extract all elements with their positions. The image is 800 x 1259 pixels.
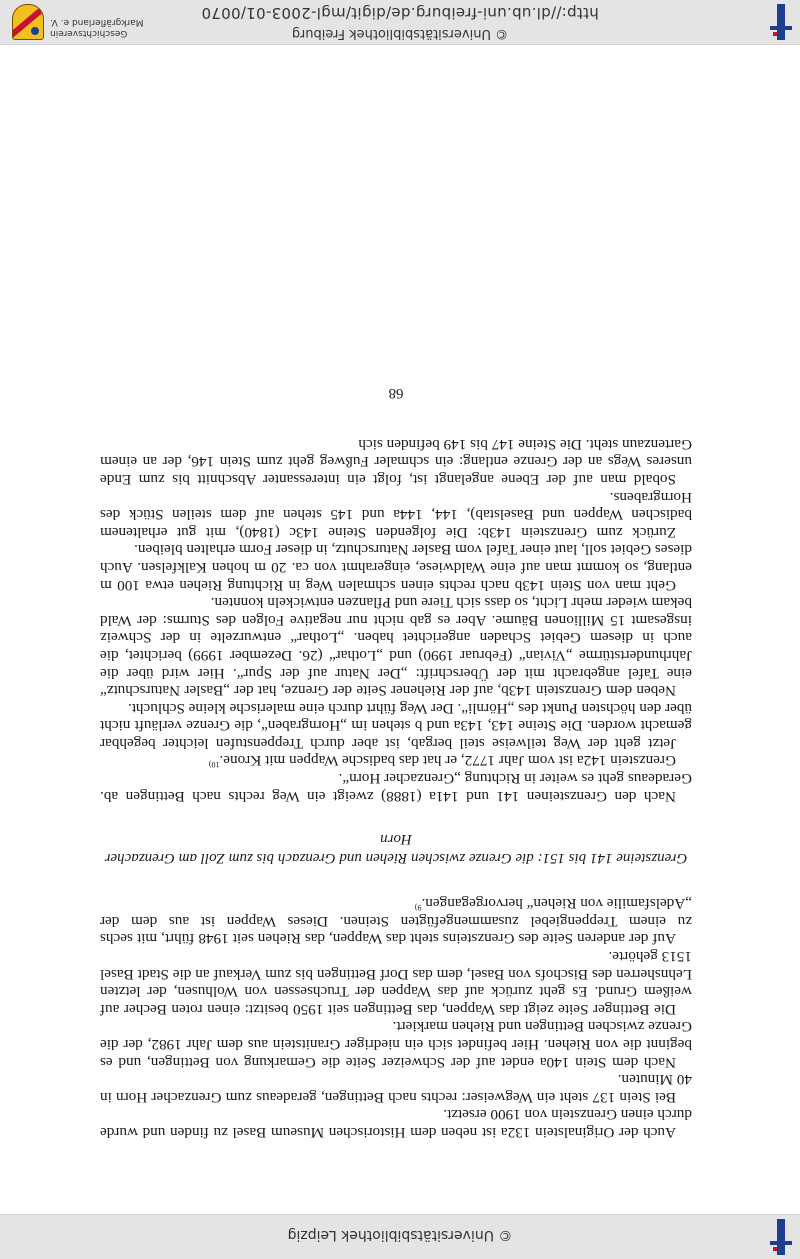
viewer-bottom-bar (0, 0, 800, 45)
paragraph-5 (100, 895, 692, 948)
permalink-url[interactable]: http://dl.ub.uni-freiburg.de/digit/mgl-2003-01/0070 (201, 4, 599, 22)
paragraph-8: Jetzt geht der Weg teilweise steil bergab, ist aber durch Treppenstufen leichter begehbar gemacht worden. Die Steine 143, 143a und b stehen im „Horngraben“, die Grenze verläuft nicht über den höchsten Punkt des „Hörnli“. Der Weg führt durch eine malerische kleine Schlucht. (100, 699, 692, 752)
copyright-text: © Universitätsbibliothek Freiburg (291, 26, 509, 41)
society-name (50, 16, 143, 38)
viewer-top-bar (0, 1214, 800, 1259)
document-body (100, 384, 692, 1141)
society-line-2: Markgräflerland e. V. (50, 17, 144, 27)
paragraph-1: Auch der Originalstein 132a ist neben dem Historischen Museum Basel zu finden und wurde durch einen Grenzstein von 1900 ersetzt. (100, 1106, 692, 1141)
paragraph-6: Nach den Grenzsteinen 141 und 141a (1888) zweigt ein Weg rechts nach Bettingen ab. Geradeaus geht es weiter in Richtung „Grenzacher Horn“. (100, 770, 692, 805)
section-heading: Grenzsteine 141 bis 151: die Grenze zwischen Riehen und Grenzach bis zum Zoll am Grenzacher Horn (104, 830, 688, 866)
paragraph-7 (100, 752, 692, 770)
paragraph-12: Sobald man auf der Ebene angelangt ist, folgt ein interessanter Abschnitt bis zum Ende unseres Wegs an der Grenze entlang: ein schmaler Fußweg geht zum Stein 146, der an einem Gartenzaun steht. Die Steine 147 bis 149 befinden sich (100, 435, 692, 488)
society-line-1: Geschichtsverein (50, 28, 128, 38)
footnote-marker-9: 9) (414, 903, 422, 913)
paragraph-11: Zurück zum Grenzstein 143b: Die folgenden Steine 143c (1840), mit gut erhaltenem badischen Wappen und Baselstab), 144, 144a und 145 stehen auf dem steilen Stück des Horngrabens. (100, 488, 692, 541)
footnote-marker-10: 10) (208, 760, 220, 770)
page-number: 68 (388, 385, 404, 402)
paragraph-9: Neben dem Grenzstein 143b, auf der Riehener Seite der Grenze, hat der „Basler Naturschutz“ eine Tafel angebracht mit der Überschrift: „Der Natur auf der Spur“. Hier wird über die Jahrhundertstürme „Vivian“ (Februar 1990) und „Lothar“ (26. Dezember 1999) berichtet, die auch in diesem Gebiet Schaden angerichtet haben. „Lothar“ entwurzelte in der Schweiz insgesamt 15 Millionen Bäume. Aber es gab nicht nur negative Folgen des Sturms: der Wald bekam wieder mehr Licht, so dass sich Tiere und Pflanzen entwickeln konnten. (100, 594, 692, 700)
paragraph-2: Bei Stein 137 steht ein Wegweiser: rechts nach Bettingen, geradeaus zum Grenzacher Horn in 40 Minuten. (100, 1071, 692, 1106)
paragraph-3: Nach dem Stein 140a endet auf der Schweizer Seite die Gemarkung von Bettingen, und es beginnt die von Riehen. Hier befindet sich ein niedriger Granitstein aus dem Jahr 1982, der die Grenze zwischen Bettingen und Riehen markiert. (100, 1018, 692, 1071)
paragraph-5-text: Auf der anderen Seite des Grenzsteins steht das Wappen, das Riehen seit 1948 führt, mit sechs zu einem Treppengiebel zusammengefügten Steinen. Dieses Wappen ist aus dem der „Adelsfamilie von Riehen“ hervorgegangen. (100, 895, 692, 948)
source-url[interactable]: © Universitätsbibliothek Leipzig (287, 1227, 513, 1243)
paragraph-4: Die Bettinger Seite zeigt das Wappen, das Bettingen seit 1950 besitzt: einen roten Becher auf weißem Grund. Es geht zurück auf das Wappen der Truchsessen von Wolhusen, der letzten Lehnsherren des Bischofs von Basel, dem das Dorf Bettingen bis zum Verkauf an die Stadt Basel 1513 gehörte. (100, 948, 692, 1018)
paragraph-7-text: Grenzstein 142a ist vom Jahr 1772, er hat das badische Wappen mit Krone. (219, 752, 676, 770)
paragraph-10: Geht man von Stein 143b nach rechts einen schmalen Weg in Richtung Riehen etwa 100 m entlang, so kommt man auf eine Waldwiese, eingerahmt von ca. 20 m hohen Kalkfelsen. Auch dieses Gebiet soll, laut einer Tafel vom Basler Naturschutz, in dieser Form erhalten bleiben. (100, 541, 692, 594)
coat-of-arms-icon (10, 4, 44, 40)
